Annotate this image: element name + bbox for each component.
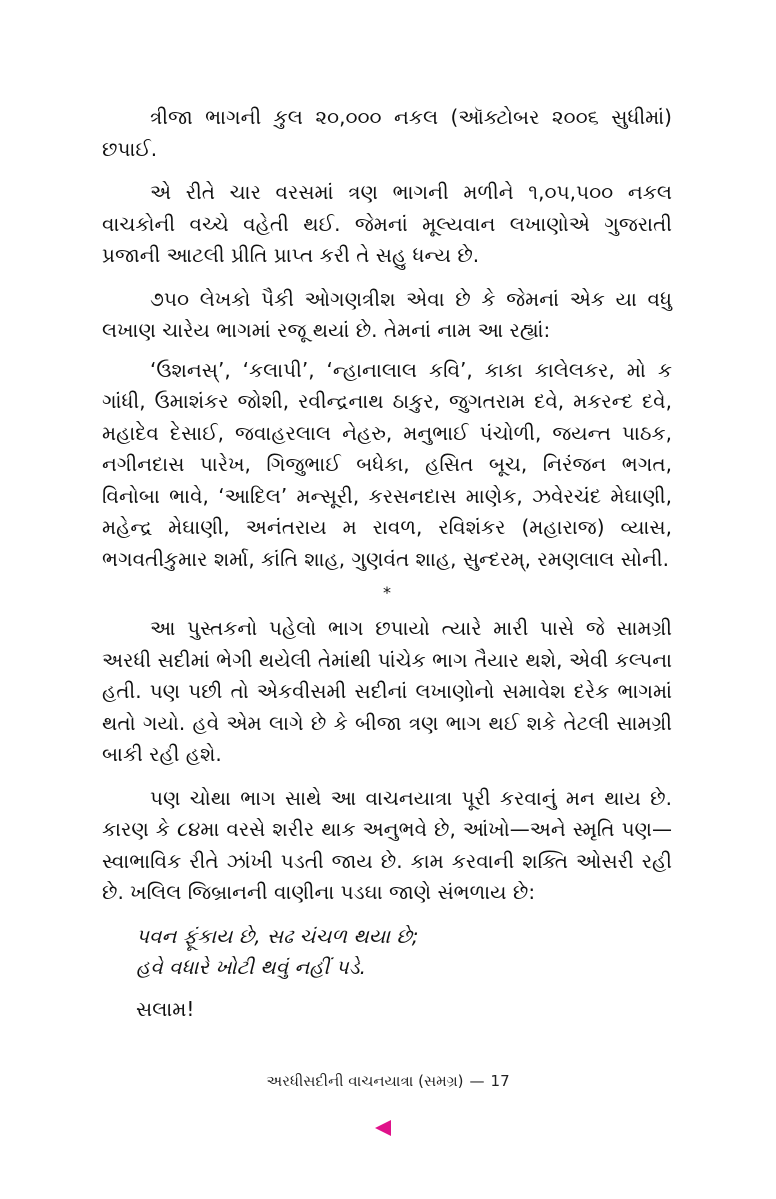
triangle-left-icon bbox=[372, 1117, 394, 1139]
paragraph-authors-intro: ૭૫૦ લેખકો પૈકી ઓગણત્રીશ એવા છે કે જેમનાં એક યા વધુ લખાણ ચારેય ભાગમાં રજૂ થયાં છે. તેમનાં નામ આ રહ્યાં: bbox=[102, 286, 672, 342]
poem-line: હવે વધારે ખોટી થવું નહીં પડે. bbox=[136, 955, 366, 979]
poem-line: પવન ફૂંકાય છે, સઢ ચંચળ થયા છે; bbox=[136, 923, 419, 948]
page-footer bbox=[0, 1072, 776, 1090]
closing-salutation: સલામ! bbox=[136, 996, 195, 1021]
footer-dash: — bbox=[469, 1072, 485, 1090]
page-body bbox=[102, 102, 672, 1025]
paragraph-author-list: ‘ઉશનસ્’, ‘કલાપી’, ‘ન્હાનાલાલ કવિ’, કાકા કાલેલકર, મો ક ગાંધી, ઉમાશંકર જોશી, રવીન્દ્રનાથ ઠાકુર, જુગતરામ દવે, મકરન્દ દવે, મહાદેવ દેસાઈ, જવાહરલાલ નેહરુ, મનુભાઈ પંચોળી, જયન્ત પાઠક, નગીનદાસ પારેખ, ગિજુભાઈ બધેકા, હસિત બૂચ, નિરંજન ભગત, વિનોબા ભાવે, ‘આદિલ’ મન્સૂરી, કરસનદાસ માણેક, ઝવેરચંદ મેઘાણી, મહેન્દ્ર મેઘાણી, અનંતરાય મ રાવળ, રવિશંકર (મહારાજ) વ્યાસ, ભગવતીકુમાર શર્મા, કાંતિ શાહ, ગુણવંત શાહ, સુન્દરમ્, રમણલાલ સોની. bbox=[102, 357, 672, 571]
paragraph-total-copies: એ રીતે ચાર વરસમાં ત્રણ ભાગની મળીને ૧,૦૫,૫૦૦ નકલ વાચકોની વચ્ચે વહેતી થઈ. જેમનાં મૂલ્યવાન લખાણોએ ગુજરાતી પ્રજાની આટલી પ્રીતિ પ્રાપ્ત કરી તે સહુ ધન્ય છે. bbox=[102, 180, 672, 267]
page-number: 17 bbox=[490, 1072, 510, 1090]
section-separator: * bbox=[383, 583, 391, 602]
poem-quote bbox=[102, 921, 672, 984]
previous-page-button[interactable] bbox=[372, 1117, 394, 1139]
footer-book-title: અરધીસદીની વાચનયાત્રા (સમગ્ર) bbox=[266, 1072, 464, 1090]
paragraph-first-volume: આ પુસ્તકનો પહેલો ભાગ છપાયો ત્યારે મારી પાસે જે સામગ્રી અરધી સદીમાં ભેગી થયેલી તેમાંથી પાંચેક ભાગ તૈયાર થશે, એવી કલ્પના હતી. પણ પછી તો એકવીસમી સદીનાં લખાણોનો સમાવેશ દરેક ભાગમાં થતો ગયો. હવે એમ લાગે છે કે બીજા ત્રણ ભાગ થઈ શકે તેટલી સામગ્રી બાકી રહી હશે. bbox=[102, 616, 672, 766]
paragraph-print-count: ત્રીજા ભાગની કુલ ૨૦,૦૦૦ નકલ (ઑક્ટોબર ૨૦૦૬ સુધીમાં) છપાઈ. bbox=[102, 105, 672, 161]
paragraph-fourth-volume: પણ ચોથા ભાગ સાથે આ વાચનયાત્રા પૂરી કરવાનું મન થાય છે. કારણ કે ૮૪મા વરસે શરીર થાક અનુભવે છે, આંખો—અને સ્મૃતિ પણ—સ્વાભાવિક રીતે ઝાંખી પડતી જાય છે. કામ કરવાની શક્તિ ઓસરી રહી છે. ખલિલ જિબ્રાનની વાણીના પડઘા જાણે સંભળાય છે: bbox=[102, 785, 672, 904]
